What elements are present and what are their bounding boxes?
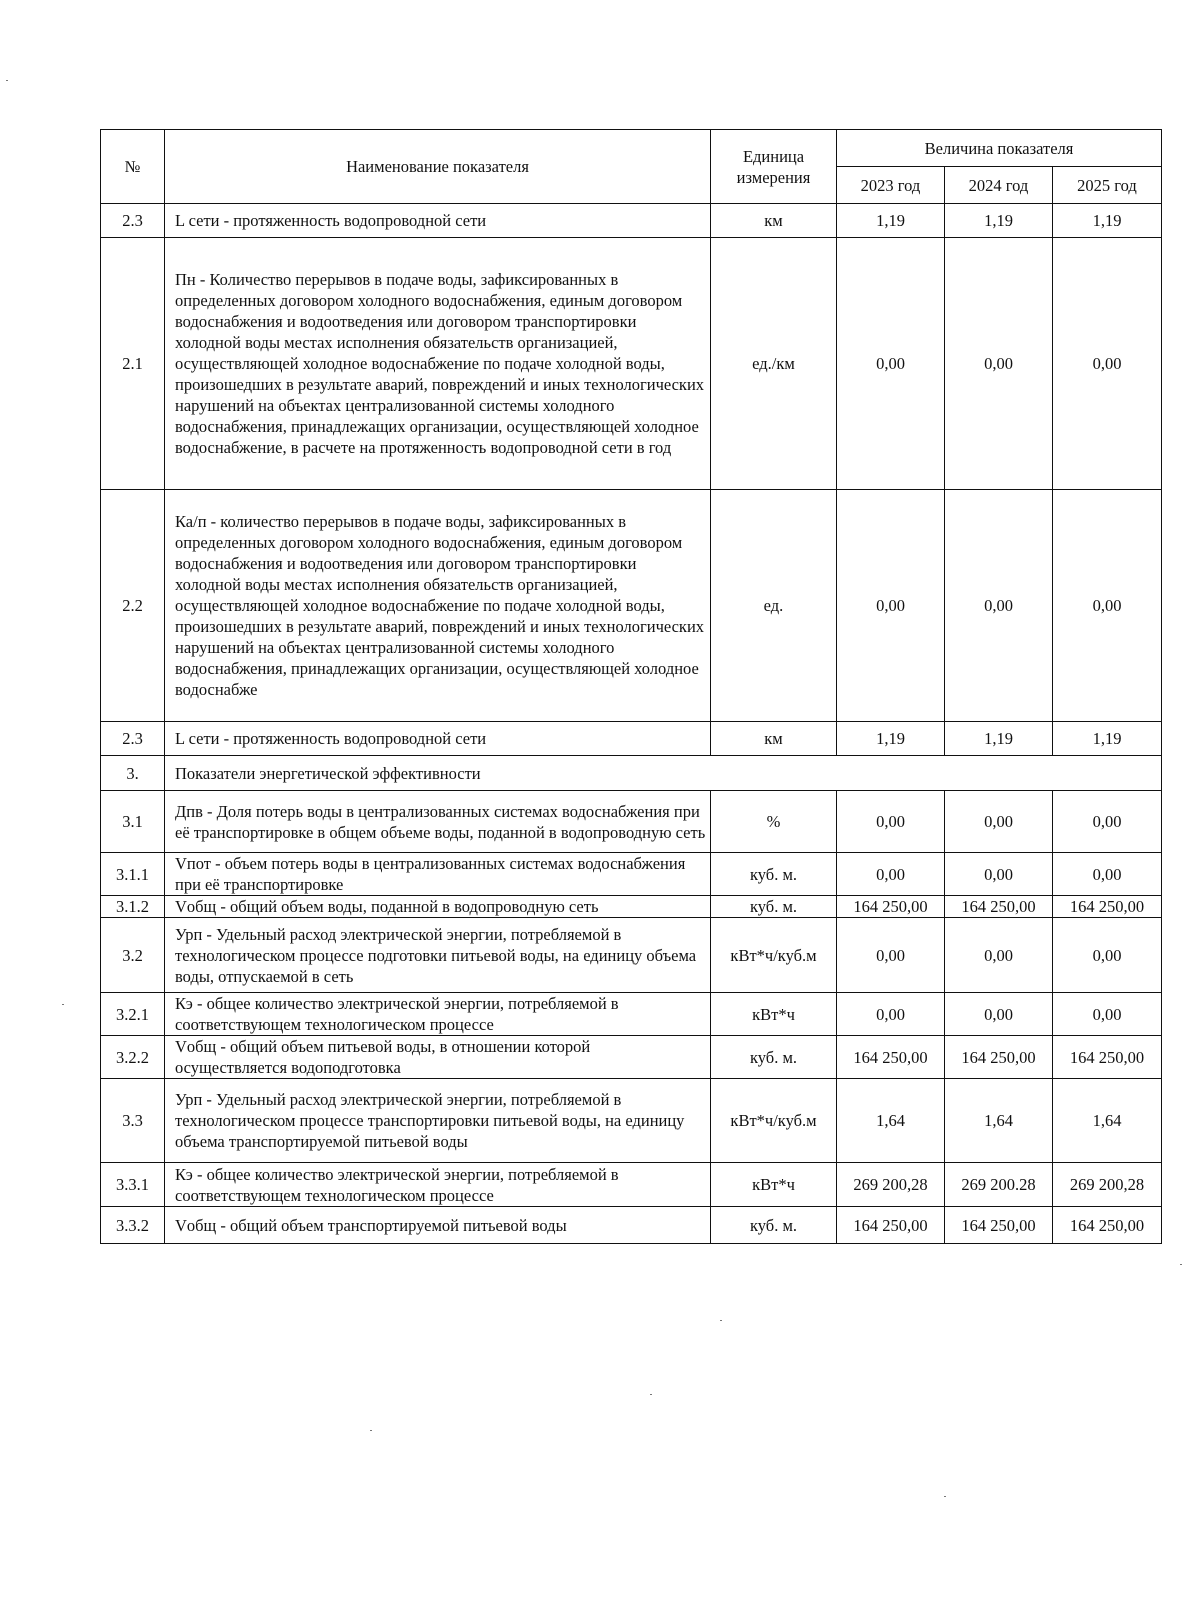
unit-cell: км bbox=[711, 722, 837, 756]
value-2025: 269 200,28 bbox=[1053, 1163, 1162, 1207]
value-2023: 1,64 bbox=[837, 1079, 945, 1163]
unit-cell: куб. м. bbox=[711, 896, 837, 918]
table-body bbox=[101, 204, 1162, 1244]
row-number: 3.2.2 bbox=[101, 1036, 165, 1079]
indicator-name: Vобщ - общий объем воды, поданной в водопроводную сеть bbox=[165, 896, 711, 918]
value-2024: 0,00 bbox=[945, 490, 1053, 722]
value-2023: 164 250,00 bbox=[837, 1036, 945, 1079]
header-year-2025: 2025 год bbox=[1053, 167, 1162, 204]
value-2023: 164 250,00 bbox=[837, 896, 945, 918]
table-row bbox=[101, 1207, 1162, 1244]
row-number: 2.3 bbox=[101, 204, 165, 238]
value-2025: 0,00 bbox=[1053, 918, 1162, 993]
unit-cell: куб. м. bbox=[711, 1036, 837, 1079]
table-row bbox=[101, 1079, 1162, 1163]
row-number: 3.2 bbox=[101, 918, 165, 993]
header-value-group: Величина показателя bbox=[837, 130, 1162, 167]
unit-cell: ед./км bbox=[711, 238, 837, 490]
value-2025: 164 250,00 bbox=[1053, 1207, 1162, 1244]
value-2025: 164 250,00 bbox=[1053, 896, 1162, 918]
unit-cell: куб. м. bbox=[711, 853, 837, 896]
value-2025: 0,00 bbox=[1053, 791, 1162, 853]
indicator-name: Кэ - общее количество электрической энергии, потребляемой в соответствующем технологическом процессе bbox=[165, 1163, 711, 1207]
row-number: 3.3.1 bbox=[101, 1163, 165, 1207]
value-2024: 1,64 bbox=[945, 1079, 1053, 1163]
unit-cell: кВт*ч bbox=[711, 1163, 837, 1207]
header-unit: Единица измерения bbox=[711, 130, 837, 204]
table-row bbox=[101, 1163, 1162, 1207]
value-2025: 0,00 bbox=[1053, 853, 1162, 896]
value-2025: 0,00 bbox=[1053, 993, 1162, 1036]
indicator-name: Пн - Количество перерывов в подаче воды, зафиксированных в определенных договором холодного водоснабжения, единым договором водоснабжения и водоотведения или договором транспортировки холодной воды местах исполнения обязательств организацией, осуществляющей холодное водоснабжение по подаче холодной воды, произошедших в результате аварий, повреждений и иных технологических нарушений на объектах централизованной системы холодного водоснабжения, принадлежащих организации, осуществляющей холодное водоснабжение, в расчете на протяженность водопроводной сети в год bbox=[165, 238, 711, 490]
unit-cell: кВт*ч/куб.м bbox=[711, 1079, 837, 1163]
row-number: 3.1 bbox=[101, 791, 165, 853]
indicator-name: L сети - протяженность водопроводной сети bbox=[165, 722, 711, 756]
row-number: 3.3 bbox=[101, 1079, 165, 1163]
value-2025: 164 250,00 bbox=[1053, 1036, 1162, 1079]
unit-cell: % bbox=[711, 791, 837, 853]
indicator-name: Ка/п - количество перерывов в подаче воды, зафиксированных в определенных договором холодного водоснабжения, единым договором водоснабжения и водоотведения или договором транспортировки холодной воды местах исполнения обязательств организацией, осуществляющей холодное водоснабжение по подаче холодной воды, произошедших в результате аварий, повреждений и иных технологических нарушений на объектах централизованной системы холодного водоснабжения, принадлежащих организации, осуществляющей холодное водоснабже bbox=[165, 490, 711, 722]
value-2023: 1,19 bbox=[837, 722, 945, 756]
header-year-2023: 2023 год bbox=[837, 167, 945, 204]
table-row bbox=[101, 722, 1162, 756]
row-number: 3.2.1 bbox=[101, 993, 165, 1036]
value-2024: 0,00 bbox=[945, 853, 1053, 896]
table-row bbox=[101, 853, 1162, 896]
value-2023: 0,00 bbox=[837, 993, 945, 1036]
value-2023: 0,00 bbox=[837, 238, 945, 490]
section-title: Показатели энергетической эффективности bbox=[165, 756, 1162, 791]
indicator-name: Дпв - Доля потерь воды в централизованных системах водоснабжения при её транспортировке в общем объеме воды, поданной в водопроводную сеть bbox=[165, 791, 711, 853]
indicator-name: Vобщ - общий объем питьевой воды, в отношении которой осуществляется водоподготовка bbox=[165, 1036, 711, 1079]
indicators-table bbox=[100, 129, 1162, 1244]
table-row bbox=[101, 918, 1162, 993]
value-2025: 0,00 bbox=[1053, 490, 1162, 722]
header-year-2024: 2024 год bbox=[945, 167, 1053, 204]
value-2024: 1,19 bbox=[945, 204, 1053, 238]
value-2025: 0,00 bbox=[1053, 238, 1162, 490]
value-2023: 164 250,00 bbox=[837, 1207, 945, 1244]
value-2024: 269 200.28 bbox=[945, 1163, 1053, 1207]
value-2025: 1,19 bbox=[1053, 722, 1162, 756]
unit-cell: кВт*ч/куб.м bbox=[711, 918, 837, 993]
header-num: № bbox=[101, 130, 165, 204]
table-row bbox=[101, 993, 1162, 1036]
value-2024: 164 250,00 bbox=[945, 896, 1053, 918]
value-2024: 1,19 bbox=[945, 722, 1053, 756]
table-row bbox=[101, 791, 1162, 853]
value-2024: 0,00 bbox=[945, 918, 1053, 993]
value-2025: 1,64 bbox=[1053, 1079, 1162, 1163]
table-row bbox=[101, 896, 1162, 918]
unit-cell: куб. м. bbox=[711, 1207, 837, 1244]
indicator-name: Vпот - объем потерь воды в централизованных системах водоснабжения при её транспортировке bbox=[165, 853, 711, 896]
value-2023: 1,19 bbox=[837, 204, 945, 238]
row-number: 3. bbox=[101, 756, 165, 791]
table-header bbox=[101, 130, 1162, 204]
value-2023: 0,00 bbox=[837, 791, 945, 853]
header-name: Наименование показателя bbox=[165, 130, 711, 204]
unit-cell: км bbox=[711, 204, 837, 238]
value-2024: 0,00 bbox=[945, 238, 1053, 490]
row-number: 2.3 bbox=[101, 722, 165, 756]
unit-cell: ед. bbox=[711, 490, 837, 722]
value-2025: 1,19 bbox=[1053, 204, 1162, 238]
value-2024: 164 250,00 bbox=[945, 1207, 1053, 1244]
value-2023: 0,00 bbox=[837, 918, 945, 993]
indicator-name: Кэ - общее количество электрической энергии, потребляемой в соответствующем технологическом процессе bbox=[165, 993, 711, 1036]
table-row bbox=[101, 204, 1162, 238]
unit-cell: кВт*ч bbox=[711, 993, 837, 1036]
value-2023: 0,00 bbox=[837, 490, 945, 722]
row-number: 3.3.2 bbox=[101, 1207, 165, 1244]
section-row bbox=[101, 756, 1162, 791]
value-2024: 164 250,00 bbox=[945, 1036, 1053, 1079]
table-row bbox=[101, 490, 1162, 722]
value-2024: 0,00 bbox=[945, 791, 1053, 853]
value-2023: 269 200,28 bbox=[837, 1163, 945, 1207]
indicator-name: Урп - Удельный расход электрической энергии, потребляемой в технологическом процессе подготовки питьевой воды, на единицу объема воды, отпускаемой в сеть bbox=[165, 918, 711, 993]
value-2024: 0,00 bbox=[945, 993, 1053, 1036]
row-number: 3.1.1 bbox=[101, 853, 165, 896]
value-2023: 0,00 bbox=[837, 853, 945, 896]
row-number: 2.2 bbox=[101, 490, 165, 722]
table-row bbox=[101, 238, 1162, 490]
indicator-name: L сети - протяженность водопроводной сети bbox=[165, 204, 711, 238]
indicator-name: Урп - Удельный расход электрической энергии, потребляемой в технологическом процессе транспортировки питьевой воды, на единицу объема транспортируемой питьевой воды bbox=[165, 1079, 711, 1163]
row-number: 3.1.2 bbox=[101, 896, 165, 918]
table-row bbox=[101, 1036, 1162, 1079]
row-number: 2.1 bbox=[101, 238, 165, 490]
indicator-name: Vобщ - общий объем транспортируемой питьевой воды bbox=[165, 1207, 711, 1244]
